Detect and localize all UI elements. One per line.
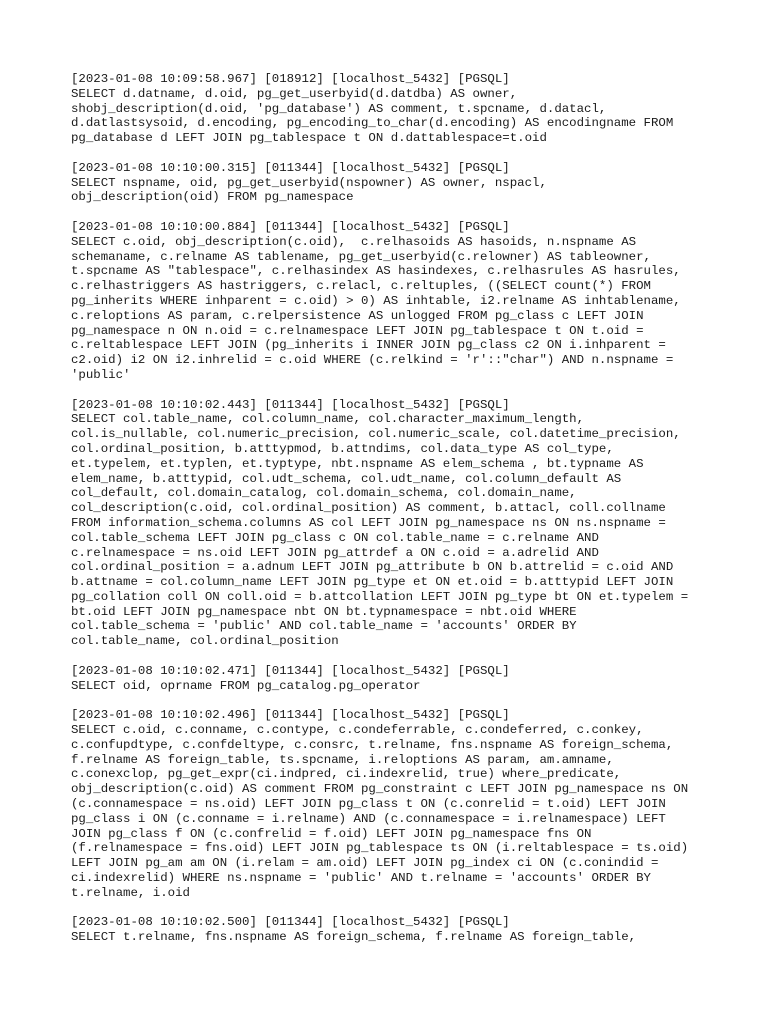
log-entry-header: [2023-01-08 10:10:00.315] [011344] [localhost_5432] [PGSQL] [71, 160, 510, 175]
sql-line: 'public' [71, 367, 131, 382]
log-entry [71, 664, 731, 694]
sql-line: t.spcname AS "tablespace", c.relhasindex AS hasindexes, c.relhasrules AS hasrules, [71, 264, 681, 279]
sql-line: c.confupdtype, c.confdeltype, c.consrc, t.relname, fns.nspname AS foreign_schema, [71, 737, 674, 752]
sql-line: (f.relnamespace = fns.oid) LEFT JOIN pg_tablespace ts ON (i.reltablespace = ts.oid) [71, 841, 689, 856]
sql-line: schemaname, c.relname AS tablename, pg_get_userbyid(c.relowner) AS tableowner, [71, 249, 651, 264]
sql-line: t.relname, i.oid [71, 885, 190, 900]
log-entry [71, 708, 731, 900]
sql-line: SELECT d.datname, d.oid, pg_get_userbyid(d.datdba) AS owner, [71, 86, 518, 101]
log-entry-header: [2023-01-08 10:10:02.500] [011344] [localhost_5432] [PGSQL] [71, 915, 510, 930]
sql-line: c.reltablespace LEFT JOIN (pg_inherits i INNER JOIN pg_class c2 ON i.inhparent = [71, 338, 666, 353]
sql-line: LEFT JOIN pg_am am ON (i.relam = am.oid) LEFT JOIN pg_index ci ON (c.conindid = [71, 856, 659, 871]
sql-line: c.reloptions AS param, c.relpersistence AS unlogged FROM pg_class c LEFT JOIN [71, 308, 644, 323]
sql-line: d.datlastsysoid, d.encoding, pg_encoding_to_char(d.encoding) AS encodingname FROM [71, 116, 674, 131]
sql-line: et.typelem, et.typlen, et.typtype, nbt.nspname AS elem_schema , bt.typname AS [71, 456, 644, 471]
sql-line: pg_database d LEFT JOIN pg_tablespace t ON d.dattablespace=t.oid [71, 131, 547, 146]
log-document [71, 72, 731, 960]
sql-line: SELECT col.table_name, col.column_name, col.character_maximum_length, [71, 412, 585, 427]
log-entry-header: [2023-01-08 10:09:58.967] [018912] [localhost_5432] [PGSQL] [71, 72, 510, 86]
log-entry [71, 161, 731, 205]
log-entry [71, 398, 731, 650]
sql-line: col.table_name, col.ordinal_position [71, 634, 339, 649]
sql-line: bt.oid LEFT JOIN pg_namespace nbt ON bt.typnamespace = nbt.oid WHERE [71, 604, 577, 619]
sql-line: obj_description(oid) FROM pg_namespace [71, 190, 354, 205]
sql-line: col_description(c.oid, col.ordinal_position) AS comment, b.attacl, coll.collname [71, 501, 666, 516]
sql-line: elem_name, b.atttypid, col.udt_schema, col.udt_name, col.column_default AS [71, 471, 622, 486]
sql-line: col.ordinal_position = a.adnum LEFT JOIN pg_attribute b ON b.attrelid = c.oid AND [71, 560, 674, 575]
sql-line: SELECT c.oid, obj_description(c.oid), c.relhasoids AS hasoids, n.nspname AS [71, 234, 637, 249]
sql-line: c.conexclop, pg_get_expr(ci.indpred, ci.indexrelid, true) where_predicate, [71, 767, 622, 782]
sql-line: pg_namespace n ON n.oid = c.relnamespace LEFT JOIN pg_tablespace t ON t.oid = [71, 323, 644, 338]
sql-line: SELECT oid, oprname FROM pg_catalog.pg_operator [71, 678, 421, 693]
log-entry-header: [2023-01-08 10:10:02.496] [011344] [localhost_5432] [PGSQL] [71, 708, 510, 723]
log-entry [71, 72, 731, 146]
sql-line: col.is_nullable, col.numeric_precision, col.numeric_scale, col.datetime_precision, [71, 427, 681, 442]
sql-line: pg_class i ON (c.conname = i.relname) AND (c.connamespace = i.relnamespace) LEFT [71, 811, 666, 826]
log-entry-header: [2023-01-08 10:10:00.884] [011344] [localhost_5432] [PGSQL] [71, 219, 510, 234]
sql-line: pg_inherits WHERE inhparent = c.oid) > 0) AS inhtable, i2.relname AS inhtablename, [71, 293, 681, 308]
log-entry [71, 915, 731, 945]
sql-line: (c.connamespace = ns.oid) LEFT JOIN pg_class t ON (c.conrelid = t.oid) LEFT JOIN [71, 797, 666, 812]
sql-line: c.relhastriggers AS hastriggers, c.relacl, c.reltuples, ((SELECT count(*) FROM [71, 279, 651, 294]
sql-line: col.table_schema = 'public' AND col.table_name = 'accounts' ORDER BY [71, 619, 577, 634]
sql-line: col.ordinal_position, b.atttypmod, b.attndims, col.data_type AS col_type, [71, 441, 614, 456]
sql-line: col.table_schema LEFT JOIN pg_class c ON col.table_name = c.relname AND [71, 530, 599, 545]
sql-line: SELECT t.relname, fns.nspname AS foreign_schema, f.relname AS foreign_table, [71, 930, 637, 945]
sql-line: f.relname AS foreign_table, ts.spcname, i.reloptions AS param, am.amname, [71, 752, 614, 767]
log-entry-header: [2023-01-08 10:10:02.471] [011344] [localhost_5432] [PGSQL] [71, 663, 510, 678]
sql-line: b.attname = col.column_name LEFT JOIN pg_type et ON et.oid = b.atttypid LEFT JOIN [71, 575, 674, 590]
log-entry [71, 220, 731, 383]
sql-line: ci.indexrelid) WHERE ns.nspname = 'public' AND t.relname = 'accounts' ORDER BY [71, 871, 651, 886]
sql-line: FROM information_schema.columns AS col LEFT JOIN pg_namespace ns ON ns.nspname = [71, 515, 666, 530]
sql-line: pg_collation coll ON coll.oid = b.attcollation LEFT JOIN pg_type bt ON et.typelem = [71, 589, 689, 604]
sql-line: SELECT nspname, oid, pg_get_userbyid(nspowner) AS owner, nspacl, [71, 175, 547, 190]
sql-line: JOIN pg_class f ON (c.confrelid = f.oid) LEFT JOIN pg_namespace fns ON [71, 826, 592, 841]
sql-line: shobj_description(d.oid, 'pg_database') AS comment, t.spcname, d.datacl, [71, 101, 607, 116]
sql-line: c.relnamespace = ns.oid LEFT JOIN pg_attrdef a ON c.oid = a.adrelid AND [71, 545, 599, 560]
sql-line: SELECT c.oid, c.conname, c.contype, c.condeferrable, c.condeferred, c.conkey, [71, 723, 644, 738]
sql-line: c2.oid) i2 ON i2.inhrelid = c.oid WHERE (c.relkind = 'r'::"char") AND n.nspname = [71, 353, 674, 368]
log-entry-header: [2023-01-08 10:10:02.443] [011344] [localhost_5432] [PGSQL] [71, 397, 510, 412]
sql-line: obj_description(c.oid) AS comment FROM pg_constraint c LEFT JOIN pg_namespace ns ON [71, 782, 689, 797]
sql-line: col_default, col.domain_catalog, col.domain_schema, col.domain_name, [71, 486, 577, 501]
